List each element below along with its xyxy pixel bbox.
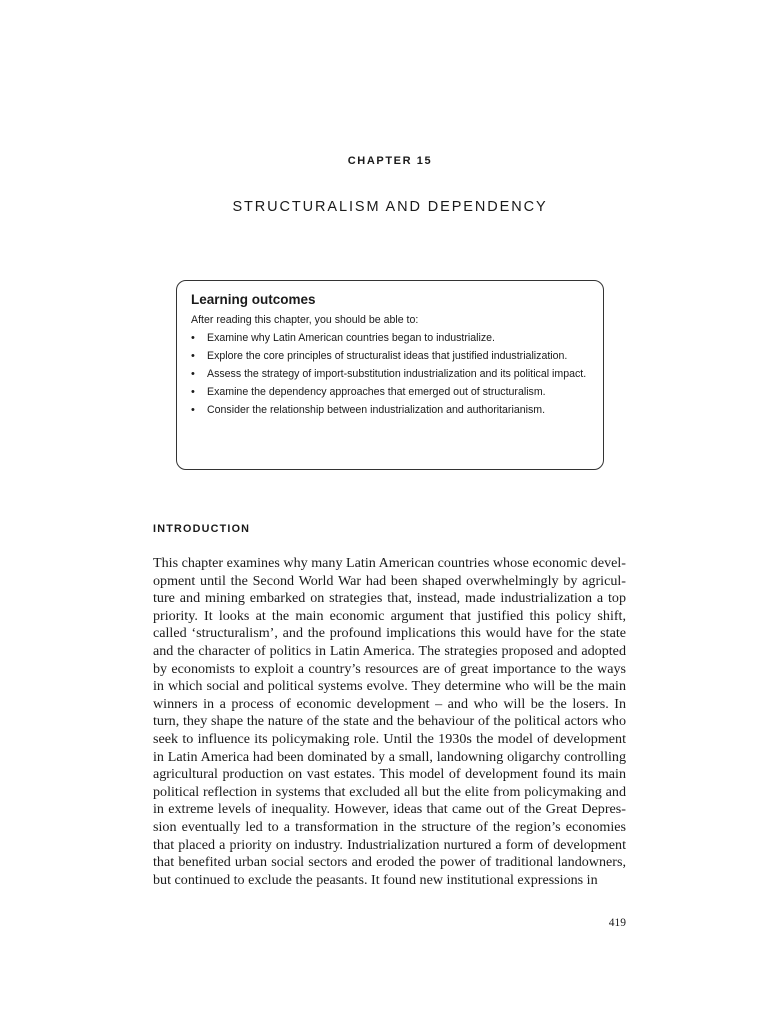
- list-item: [191, 403, 589, 418]
- list-item: [191, 331, 589, 346]
- list-item: [191, 349, 589, 364]
- chapter-label: CHAPTER 15: [347, 155, 433, 167]
- chapter-title: STRUCTURALISM AND DEPENDENCY: [232, 199, 548, 215]
- bullet-icon: •: [191, 404, 195, 416]
- bullet-icon: •: [191, 368, 195, 380]
- bullet-icon: •: [191, 332, 195, 344]
- learning-outcomes-box: [176, 280, 604, 470]
- bullet-icon: •: [191, 350, 195, 362]
- learning-outcomes-heading: Learning outcomes: [191, 292, 316, 307]
- list-item-text: Examine the dependency approaches that emerged out of structuralism.: [207, 386, 546, 398]
- list-item-text: Assess the strategy of import-substitution industrialization and its political impact.: [207, 368, 587, 380]
- learning-outcomes-intro: After reading this chapter, you should be able to:: [191, 314, 419, 326]
- list-item-text: Consider the relationship between industrialization and authoritarianism.: [207, 404, 546, 416]
- learning-outcomes-list: [191, 331, 589, 418]
- list-item-text: Explore the core principles of structuralist ideas that justified industrialization.: [207, 350, 568, 362]
- bullet-icon: •: [191, 386, 195, 398]
- list-item: [191, 367, 589, 382]
- page-number: 419: [608, 917, 626, 929]
- list-item-text: Examine why Latin American countries began to industrialize.: [207, 332, 495, 344]
- list-item: [191, 385, 589, 400]
- section-heading-introduction: INTRODUCTION: [153, 523, 251, 535]
- introduction-paragraph: This chapter examines why many Latin American countries whose economic development until the Second World War had been shaped overwhelmingly by agriculture and mining embarked on strategies that, instead, made industrialization a top priority. It looks at the main economic argument that justified this policy shift, called ‘structuralism’, and the profound implications this would have for the state and the character of politics in Latin America. The strategies proposed and adopted by economists to exploit a country’s resources are of great importance to the ways in which social and political systems evolve. They determine who will be the main winners in a process of economic development – and who will be the losers. In turn, they shape the nature of the state and the behaviour of the political actors who seek to influence its policymaking role. Until the 1930s the model of development in Latin America had been dominated by a small, landowning oligarchy controlling agricultural production on vast estates. This model of development found its main political reflection in systems that excluded all but the elite from policymaking and in extreme levels of inequality. However, ideas that came out of the Great Depression eventually led to a transformation in the structure of the region’s economies that placed a priority on industry. Industrialization nurtured a form of development that benefited urban social sectors and eroded the power of traditional landowners, but continued to exclude the peasants. It found new institutional expressions in: [153, 555, 626, 888]
